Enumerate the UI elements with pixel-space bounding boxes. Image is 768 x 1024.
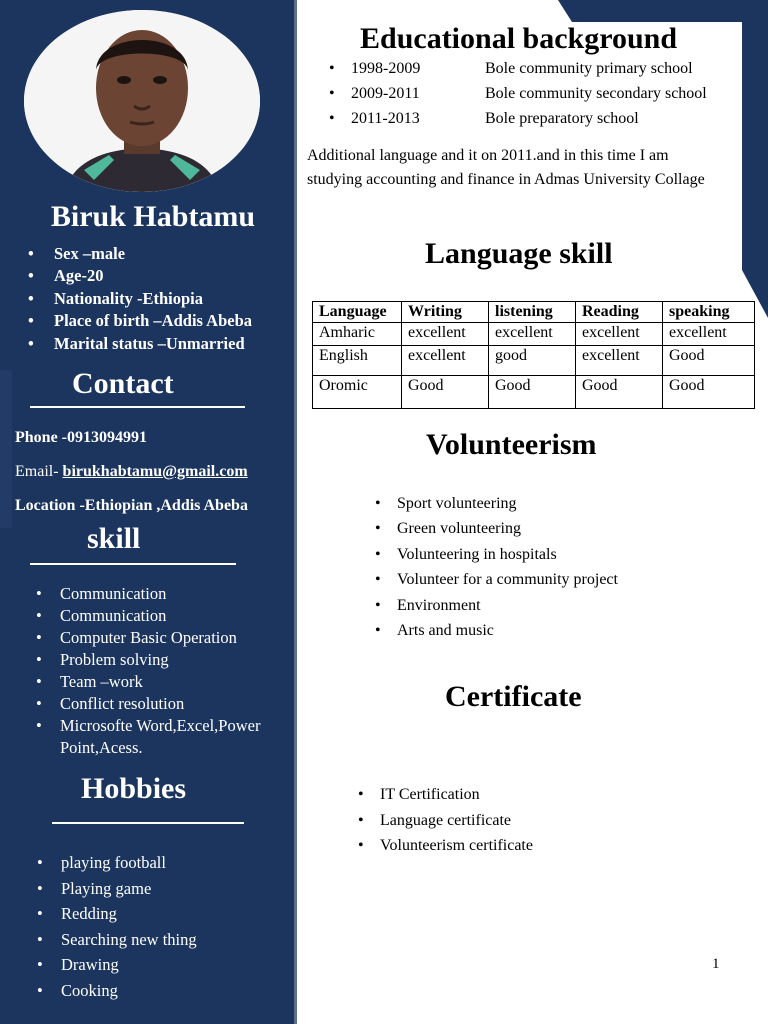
- certificate-heading: Certificate: [445, 680, 582, 713]
- table-cell: excellent: [489, 323, 576, 346]
- contact-divider: [30, 406, 245, 408]
- detail-marital-status: • Marital status –Unmarried: [54, 333, 252, 355]
- education-year: 2009-2011: [351, 85, 420, 102]
- personal-details-list: [54, 243, 252, 355]
- column-header: Language: [313, 302, 402, 323]
- hobbies-heading: Hobbies: [81, 772, 187, 805]
- hobby-item: • Redding: [61, 901, 197, 927]
- skill-heading: skill: [87, 522, 141, 555]
- hobby-item: • Drawing: [61, 952, 197, 978]
- education-list: [351, 56, 707, 131]
- certificate-list: [380, 782, 533, 859]
- table-cell: Good: [576, 376, 663, 409]
- table-row: [313, 346, 755, 376]
- skill-item: • Communication: [60, 605, 286, 627]
- table-row: [313, 323, 755, 346]
- table-cell: Good: [489, 376, 576, 409]
- certificate-item: • Language certificate: [380, 808, 533, 834]
- table-cell: excellent: [402, 346, 489, 376]
- table-cell: English: [313, 346, 402, 376]
- table-cell: excellent: [663, 323, 755, 346]
- contact-email-label: Email-: [15, 463, 63, 480]
- education-school: Bole community primary school: [485, 60, 693, 77]
- volunteer-item: • Volunteer for a community project: [397, 567, 618, 592]
- sidebar-border: [294, 0, 297, 1024]
- contact-phone: Phone -0913094991: [15, 429, 147, 446]
- skill-item: • Team –work: [60, 671, 286, 693]
- table-cell: good: [489, 346, 576, 376]
- hobby-item: • Searching new thing: [61, 927, 197, 953]
- detail-age: • Age-20: [54, 265, 252, 287]
- table-cell: Good: [402, 376, 489, 409]
- volunteerism-heading: Volunteerism: [426, 428, 597, 461]
- certificate-item: • Volunteerism certificate: [380, 833, 533, 859]
- education-year: 1998-2009: [351, 60, 421, 77]
- detail-nationality: • Nationality -Ethiopia: [54, 288, 252, 310]
- volunteer-item: • Environment: [397, 593, 618, 618]
- detail-birthplace: • Place of birth –Addis Abeba: [54, 310, 252, 332]
- skill-item: • Conflict resolution: [60, 693, 286, 715]
- column-header: Reading: [576, 302, 663, 323]
- page-number: 1: [712, 956, 720, 972]
- hobby-item: • playing football: [61, 850, 197, 876]
- education-item: [351, 81, 707, 106]
- sidebar-band: [0, 370, 12, 528]
- education-school: Bole preparatory school: [485, 110, 639, 127]
- contact-email-row: [15, 463, 248, 481]
- skill-item: • Computer Basic Operation: [60, 627, 286, 649]
- table-row: [313, 376, 755, 409]
- table-cell: excellent: [576, 346, 663, 376]
- education-year: 2011-2013: [351, 110, 420, 127]
- column-header: Writing: [402, 302, 489, 323]
- table-cell: Amharic: [313, 323, 402, 346]
- contact-heading: Contact: [72, 367, 174, 400]
- skill-divider: [30, 563, 236, 565]
- language-table-header: [313, 302, 755, 323]
- detail-sex: • Sex –male: [54, 243, 252, 265]
- table-cell: Good: [663, 376, 755, 409]
- profile-name: Biruk Habtamu: [50, 200, 256, 233]
- contact-location: Location -Ethiopian ,Addis Abeba: [15, 497, 248, 514]
- hobby-item: • Cooking: [61, 978, 197, 1004]
- hobby-item: • Playing game: [61, 876, 197, 902]
- hobbies-divider: [52, 822, 244, 824]
- volunteer-item: • Arts and music: [397, 618, 618, 643]
- certificate-item: • IT Certification: [380, 782, 533, 808]
- education-item: [351, 56, 707, 81]
- table-cell: Oromic: [313, 376, 402, 409]
- skill-item: • Communication: [60, 583, 286, 605]
- profile-photo: [24, 10, 260, 192]
- skill-item: • Problem solving: [60, 649, 286, 671]
- table-cell: Good: [663, 346, 755, 376]
- language-table: [312, 301, 755, 409]
- language-heading: Language skill: [425, 237, 613, 270]
- volunteer-item: • Sport volunteering: [397, 491, 618, 516]
- hobbies-list: [61, 850, 197, 1004]
- education-note: Additional language and it on 2011.and in this time I am studying accounting and finance in Admas University Collage: [307, 147, 705, 188]
- skills-list: [60, 583, 286, 759]
- email-link[interactable]: birukhabtamu@gmail.com: [62, 463, 248, 480]
- skill-item: • Microsofte Word,Excel,Power Point,Acess.: [60, 715, 286, 759]
- volunteer-item: • Green volunteering: [397, 516, 618, 541]
- column-header: speaking: [663, 302, 755, 323]
- volunteerism-list: [397, 491, 618, 643]
- education-item: [351, 106, 707, 131]
- column-header: listening: [489, 302, 576, 323]
- volunteer-item: • Volunteering in hospitals: [397, 542, 618, 567]
- table-cell: excellent: [576, 323, 663, 346]
- table-cell: excellent: [402, 323, 489, 346]
- education-heading-text: Educational background: [360, 26, 678, 55]
- education-school: Bole community secondary school: [485, 85, 707, 102]
